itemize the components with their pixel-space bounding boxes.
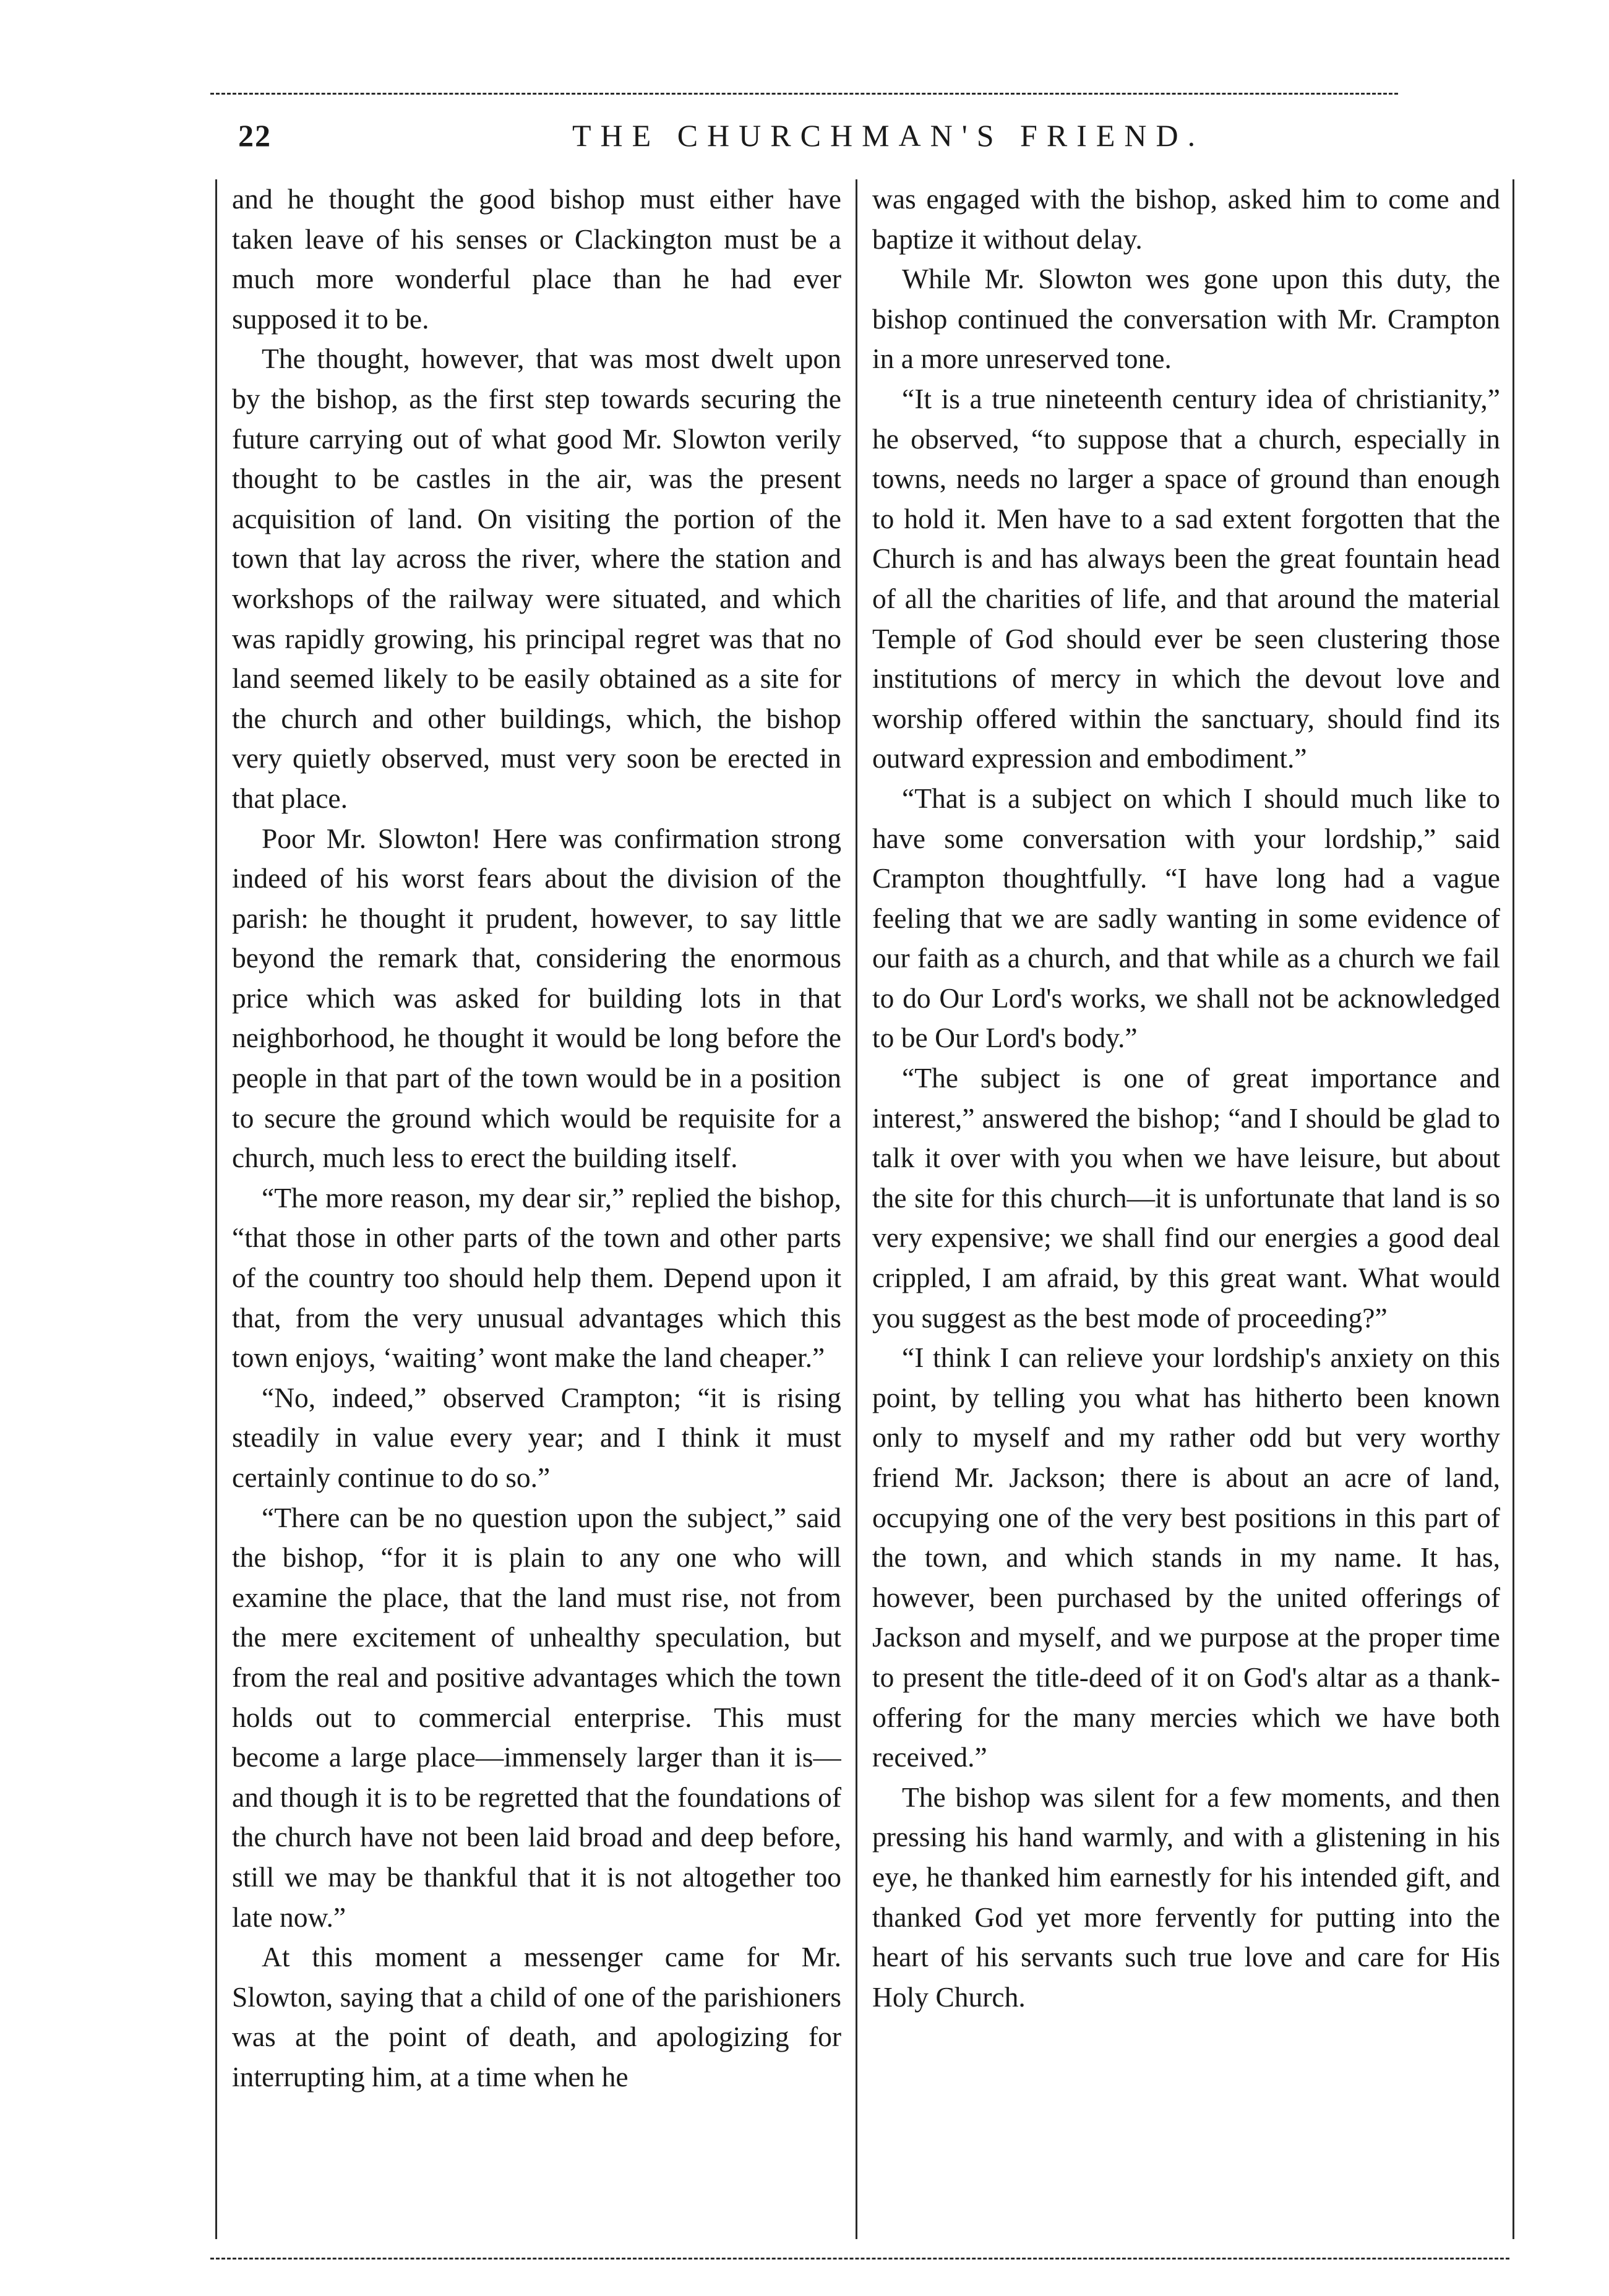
paragraph: “No, indeed,” observed Crampton; “it is rising steadily in value every year; and I think it must certainly continue to do so.”: [232, 1381, 841, 1493]
paragraph: “The subject is one of great importance and interest,” answered the bishop; “and I should be glad to talk it over with you when we have leisure, but about the site for this church—it is unfortunate that land is so very expensive; we shall find our energies a good deal crippled, I am afraid, by this great want. What would you suggest as the best mode of proceeding?”: [872, 1062, 1500, 1334]
page-number: 22: [238, 118, 272, 153]
bottom-rule: [210, 2258, 1509, 2260]
paragraph: The thought, however, that was most dwelt upon by the bishop, as the first step towards securing the future carrying out of what good Mr. Slowton verily thought to be castles in the air, was the present acquisition of land. On visiting the portion of the town that lay across the river, where the station and workshops of the railway were situated, and which was rapidly growing, his principal regret was that no land seemed likely to be easily obtained as a site for the church and other buildings, which, the bishop very quietly observed, must very soon be erected in that place.: [232, 343, 841, 814]
paragraph: At this moment a messenger came for Mr. Slowton, saying that a child of one of the parishioners was at the point of death, and apologizing for interrupting him, at a time when he: [232, 1941, 841, 2093]
paragraph: and he thought the good bishop must either have taken leave of his senses or Clackington must be a much more wonderful place than he had ever supposed it to be.: [232, 183, 841, 335]
column-divider: [856, 179, 857, 2239]
top-rule: [210, 93, 1398, 95]
right-border-line: [1512, 179, 1514, 2239]
paragraph: “That is a subject on which I should much like to have some conversation with your lordship,” said Crampton thoughtfully. “I have long had a vague feeling that we are sadly wanting in some evidence of our faith as a church, and that while as a church we fail to do Our Lord's works, we shall not be acknowledged to be Our Lord's body.”: [872, 782, 1500, 1054]
paragraph: While Mr. Slowton wes gone upon this duty, the bishop continued the conversation with Mr. Crampton in a more unreserved tone.: [872, 263, 1500, 375]
running-title: THE CHURCHMAN'S FRIEND.: [572, 118, 1205, 153]
paragraph: “It is a true nineteenth century idea of christianity,” he observed, “to suppose that a church, especially in towns, needs no larger a space of ground than enough to hold it. Men have to a sad extent forgotten that the Church is and has always been the great fountain head of all the charities of life, and that around the material Temple of God should ever be seen clustering those institutions of mercy in which the devout love and worship offered within the sanctuary, should find its outward expression and embodiment.”: [872, 382, 1500, 774]
paragraph: The bishop was silent for a few moments, and then pressing his hand warmly, and with a glistening in his eye, he thanked him earnestly for his intended gift, and thanked God yet more fervently for putting into the heart of his servants such true love and care for His Holy Church.: [872, 1781, 1500, 2013]
paragraph: “There can be no question upon the subject,” said the bishop, “for it is plain to any one who will examine the place, that the land must rise, not from the mere excitement of unhealthy speculation, but from the real and positive advantages which the town holds out to commercial enterprise. This must become a large place—immensely larger than it is—and though it is to be regretted that the foundations of the church have not been laid broad and deep before, still we may be thankful that it is not altogether too late now.”: [232, 1501, 841, 1933]
page-header: [238, 118, 1512, 167]
right-column: [872, 179, 1500, 2245]
left-border-line: [215, 179, 217, 2239]
paragraph: Poor Mr. Slowton! Here was confirmation strong indeed of his worst fears about the division of the parish: he thought it prudent, however, to say little beyond the remark that, considering the enormous price which was asked for building lots in that neighborhood, he thought it would be long before the people in that part of the town would be in a position to secure the ground which would be requisite for a church, much less to erect the building itself.: [232, 822, 841, 1174]
paragraph: “I think I can relieve your lordship's anxiety on this point, by telling you what has hitherto been known only to myself and my rather odd but very worthy friend Mr. Jackson; there is about an acre of land, occupying one of the very best positions in this part of the town, and which stands in my name. It has, however, been purchased by the united offerings of Jackson and myself, and we purpose at the proper time to present the title-deed of it on God's altar as a thank-offering for the many mercies which we have both received.”: [872, 1342, 1500, 1773]
paragraph: “The more reason, my dear sir,” replied the bishop, “that those in other parts of the town and other parts of the country too should help them. Depend upon it that, from the very unusual advantages which this town enjoys, ‘waiting’ wont make the land cheaper.”: [232, 1181, 841, 1374]
paragraph: was engaged with the bishop, asked him to come and baptize it without delay.: [872, 183, 1500, 255]
left-column: [232, 179, 841, 2245]
